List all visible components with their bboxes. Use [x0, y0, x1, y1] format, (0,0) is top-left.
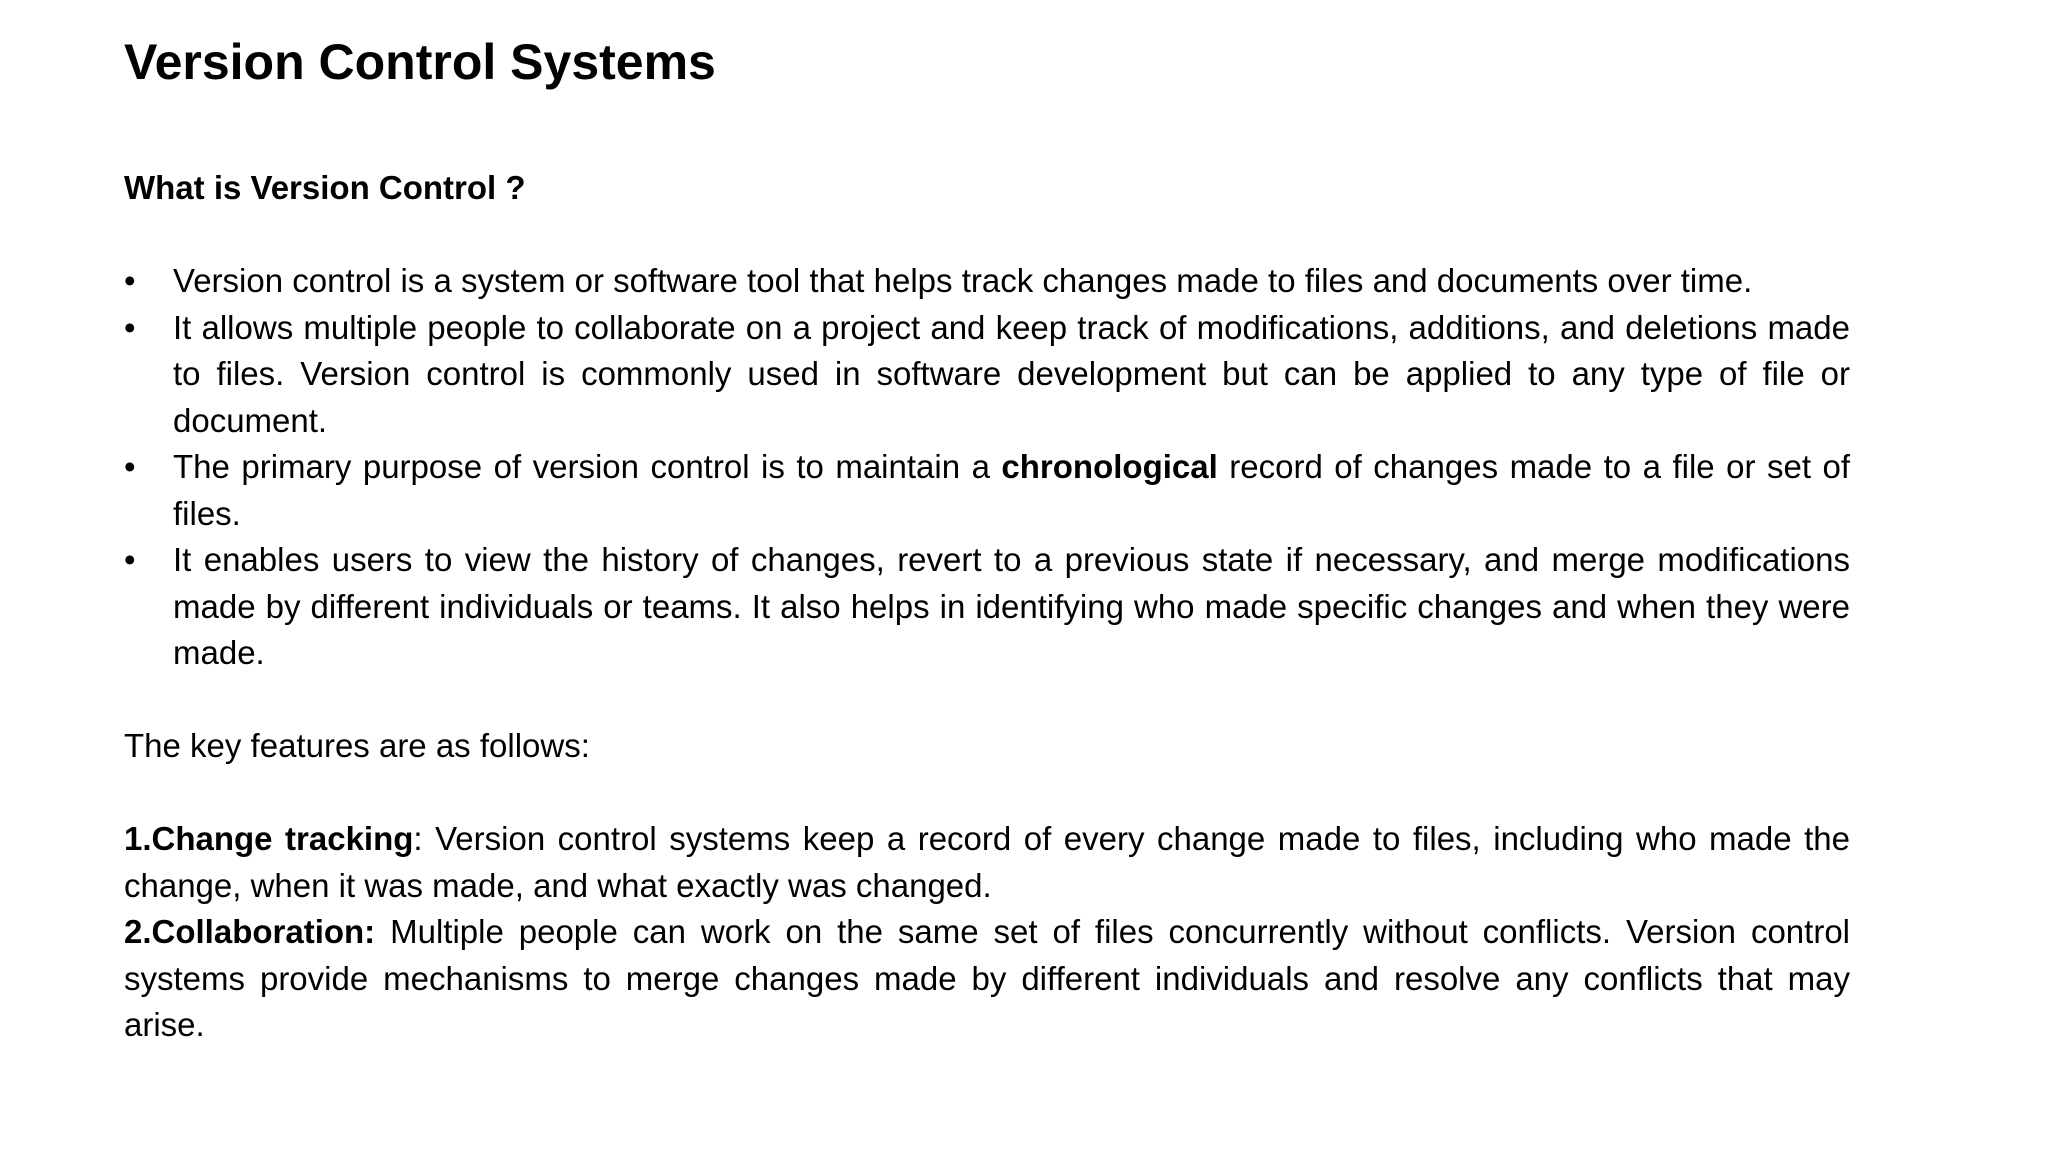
feature-list — [124, 816, 1850, 1049]
bullet-icon: • — [124, 262, 136, 299]
features-intro: The key features are as follows: — [124, 727, 590, 764]
bullet-bold-term: chronological — [1001, 448, 1218, 485]
feature-item — [124, 816, 1850, 909]
bullet-text: Version control is a system or software tool that helps track changes made to files and documents over time. — [173, 262, 1753, 299]
bullet-icon: • — [124, 308, 136, 346]
bullet-text-before: The primary purpose of version control is to maintain a — [173, 448, 1002, 485]
feature-label: 2.Collaboration: — [124, 913, 376, 950]
bullet-item — [124, 444, 1850, 537]
slide-title: Version Control Systems — [124, 34, 716, 90]
feature-text: : Version control systems keep a record of every change made to files, including who made the change, when it was made, and what exactly was changed. — [124, 820, 1850, 904]
bullet-item — [124, 537, 1850, 677]
spacer — [124, 212, 1850, 259]
bullet-item — [124, 305, 1850, 445]
spacer — [124, 770, 1850, 817]
bullet-item — [124, 258, 1850, 305]
bullet-text: It allows multiple people to collaborate on a project and keep track of modifications, additions, and deletions made to files. Version control is commonly used in software development but can be applied to any type of file or document. — [173, 308, 1850, 439]
feature-item — [124, 909, 1850, 1049]
bullet-text-after: record of changes made to a file or set of files. — [173, 448, 1850, 532]
bullet-icon: • — [124, 541, 136, 578]
feature-label: 1.Change tracking — [124, 820, 414, 857]
bullet-list — [124, 258, 1850, 677]
section-heading: What is Version Control ? — [124, 169, 526, 206]
bullet-icon: • — [124, 448, 136, 485]
feature-text: Multiple people can work on the same set of files concurrently without conflicts. Version control systems provide mechanisms to merge changes made by different individuals and resolve any conflicts that may arise. — [124, 913, 1850, 1043]
bullet-text: It enables users to view the history of changes, revert to a previous state if necessary, and merge modifications made by different individuals or teams. It also helps in identifying who made specific changes and when they were made. — [173, 541, 1850, 671]
spacer — [124, 677, 1850, 724]
slide-content — [124, 165, 1850, 1049]
